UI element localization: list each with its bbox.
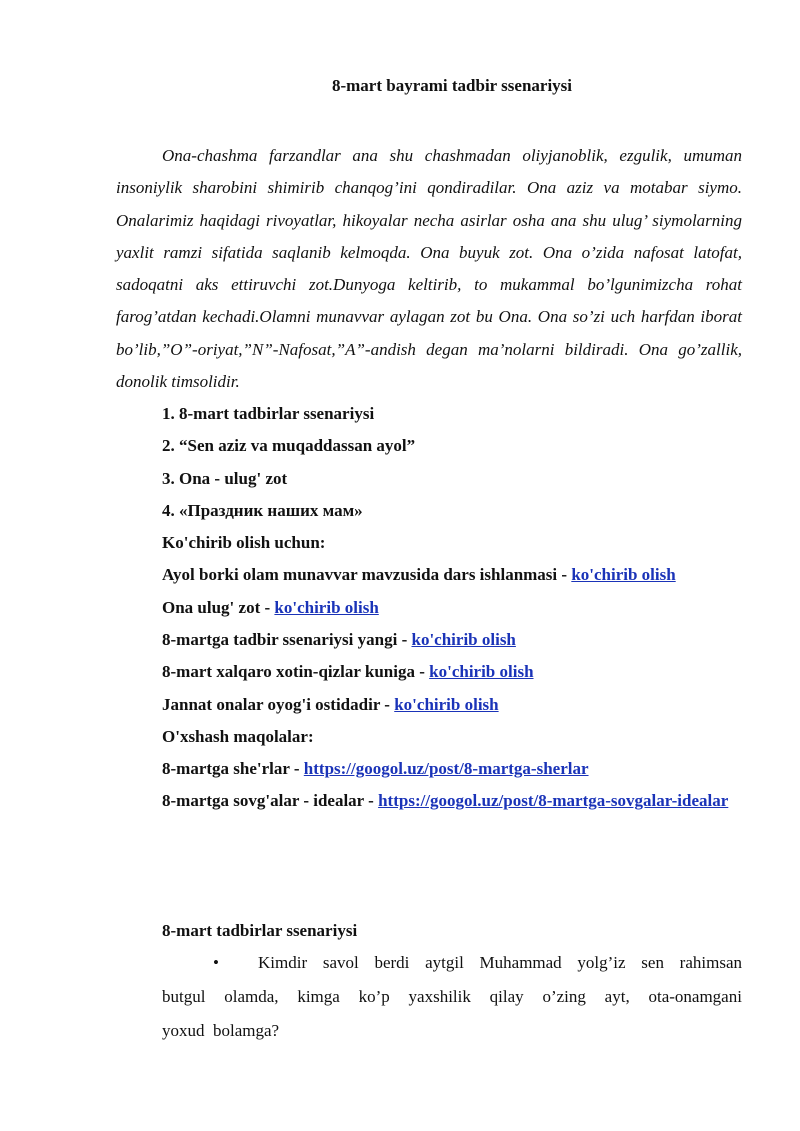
bullet-word: savol [322, 953, 359, 972]
similar-item-label: 8-martga she'rlar - [162, 759, 304, 779]
bullet-line-2 [162, 980, 742, 1014]
bullet-marker: • [213, 953, 219, 972]
download-item-label: Ayol borki olam munavvar mavzusida dars ishlanmasi - [162, 565, 572, 585]
numbered-item: 4. «Праздник наших мам» [162, 500, 363, 520]
bullet-word: sen [641, 953, 664, 972]
download-item [162, 689, 742, 721]
download-item-label: Ona ulug' zot - [162, 597, 275, 617]
download-item-label: 8-mart xalqaro xotin-qizlar kuniga - [162, 662, 430, 682]
bullet-line-1 [162, 946, 742, 980]
similar-item [116, 785, 742, 817]
bullet-word: o’zing [542, 987, 586, 1006]
bullet-word: yolg’iz [577, 953, 626, 972]
download-link[interactable]: ko'chirib olish [411, 630, 516, 650]
bullet-word: yaxshilik [408, 987, 471, 1006]
similar-link[interactable]: https://googol.uz/post/8-martga-sovgalar-idealar [378, 791, 729, 810]
bullet-word: berdi [374, 953, 410, 972]
content-list [162, 398, 742, 786]
download-item [162, 592, 742, 624]
download-item [162, 624, 742, 656]
bullet-word: qilay [489, 987, 524, 1006]
download-heading: Ko'chirib olish uchun: [162, 533, 326, 553]
download-link[interactable]: ko'chirib olish [274, 597, 379, 617]
download-item-label: Jannat onalar oyog'i ostidadir - [162, 694, 395, 714]
bullet-line-3: yoxud bolamga? [162, 1021, 280, 1040]
intro-paragraph: Ona-chashma farzandlar ana shu chashmadan oliyjanoblik, ezgulik, umuman insoniylik sharobini shimirib chanqog’ini qondiradilar. Ona aziz va motabar siymo. Onalarimiz haqidagi rivoyatlar, hikoyalar necha asirlar osha ana shu ulug’ siymolarning yaxlit ramzi sifatida saqlanib kelmoqda. Ona buyuk zot. Ona o’zida nafosat latofat, sadoqatni aks ettiruvchi zot.Dunyoga keltirib, to mukammal bo’lgunimizcha rohat farog’atdan kechadi.Olamni munavvar aylagan zot bu Ona. Ona so’zi uch harfdan iborat bo’lib,”O”-oriyat,”N”-Nafosat,”A”-andish degan ma’nolarni bildiradi. Ona go’zallik, donolik timsolidir. [116, 146, 742, 392]
bullet-word: ayt, [604, 987, 630, 1006]
bullet-word: rahimsan [679, 953, 742, 972]
download-link[interactable]: ko'chirib olish [571, 565, 676, 585]
bullet-word: Muhammad [479, 953, 562, 972]
download-item [162, 559, 742, 591]
bullet-word: Kimdir [258, 953, 308, 972]
bullet-word: ota-onamgani [648, 987, 742, 1006]
download-link[interactable]: ko'chirib olish [429, 662, 534, 682]
bullet-word: olamda, [224, 987, 279, 1006]
bullet-word: ko’p [358, 987, 390, 1006]
download-item [162, 656, 742, 688]
bullet-word: aytgil [425, 953, 464, 972]
section-title: 8-mart tadbirlar ssenariysi [162, 921, 358, 940]
similar-link[interactable]: https://googol.uz/post/8-martga-sherlar [303, 759, 589, 779]
bullet-paragraph [162, 946, 742, 1048]
numbered-item: 2. “Sen aziz va muqaddassan ayol” [162, 436, 416, 456]
similar-item [162, 753, 742, 785]
document-title: 8-mart bayrami tadbir ssenariysi [331, 76, 573, 95]
numbered-item: 1. 8-mart tadbirlar ssenariysi [162, 404, 375, 423]
bullet-word: butgul [162, 987, 206, 1006]
download-item-label: 8-martga tadbir ssenariysi yangi - [162, 630, 412, 650]
numbered-item: 3. Ona - ulug' zot [162, 468, 288, 488]
download-link[interactable]: ko'chirib olish [394, 694, 499, 714]
similar-heading: O'xshash maqolalar: [162, 726, 314, 746]
similar-item-label: 8-martga sovg'alar - idealar - [162, 791, 379, 810]
bullet-word: kimga [297, 987, 340, 1006]
